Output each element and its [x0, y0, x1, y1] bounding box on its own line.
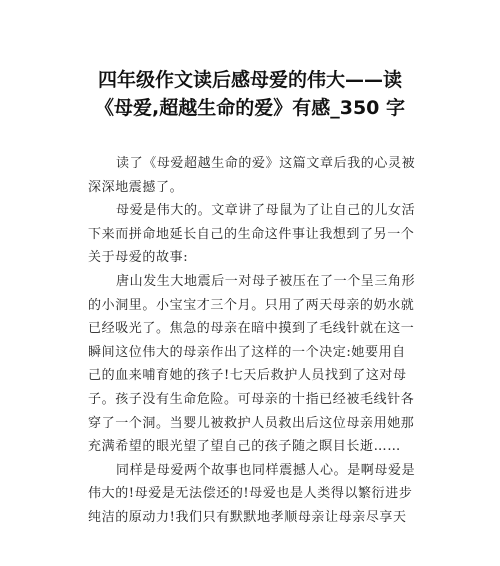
- text-line: 子。孩子没有生命危险。可母亲的十指已经被毛线针各: [88, 391, 415, 407]
- document-title: [60, 66, 440, 122]
- text-line: 同样是母爱两个故事也同样震撼人心。是啊母爱是: [116, 462, 416, 478]
- text-line: 穿了一个洞。当婴儿被救护人员救出后这位母亲用她那: [88, 415, 415, 431]
- text-line: 充满希望的眼光望了望自己的孩子随之瞑目长逝……: [88, 439, 401, 455]
- paragraph-2: [88, 199, 418, 270]
- document-body: [88, 152, 418, 530]
- title-line-2: 《母爱,超越生命的爱》有感_350 字: [95, 97, 405, 119]
- text-line: 读了《母爱超越生命的爱》这篇文章后我的心灵被: [116, 156, 416, 171]
- text-line: 瞬间这位伟大的母亲作出了这样的一个决定:她要用自: [88, 344, 406, 360]
- text-line: 已经吸光了。焦急的母亲在暗中摸到了毛线针就在这一: [88, 321, 415, 337]
- text-line: 唐山发生大地震后一对母子被压在了一个呈三角形: [116, 273, 416, 289]
- text-line: 的小洞里。小宝宝才三个月。只用了两天母亲的奶水就: [88, 297, 415, 313]
- text-line: 关于母爱的故事:: [88, 250, 189, 266]
- text-line: 母爱是伟大的。文章讲了母鼠为了让自己的儿女活: [116, 203, 416, 219]
- text-line: 下来而拼命地延长自己的生命这件事让我想到了另一个: [88, 226, 415, 242]
- text-line: 深深地震撼了。: [88, 179, 184, 195]
- paragraph-4: [88, 459, 418, 530]
- text-line: 伟大的!母爱是无法偿还的!母爱也是人类得以繁衍进步: [88, 486, 413, 502]
- title-line-1: 四年级作文读后感母爱的伟大——读: [97, 69, 402, 91]
- text-line: 纯洁的原动力!我们只有默默地孝顺母亲让母亲尽享天: [88, 509, 407, 525]
- paragraph-1: [88, 152, 418, 199]
- text-line: 己的血来哺育她的孩子!七天后救护人员找到了这对母: [88, 368, 407, 384]
- paragraph-3: [88, 270, 418, 459]
